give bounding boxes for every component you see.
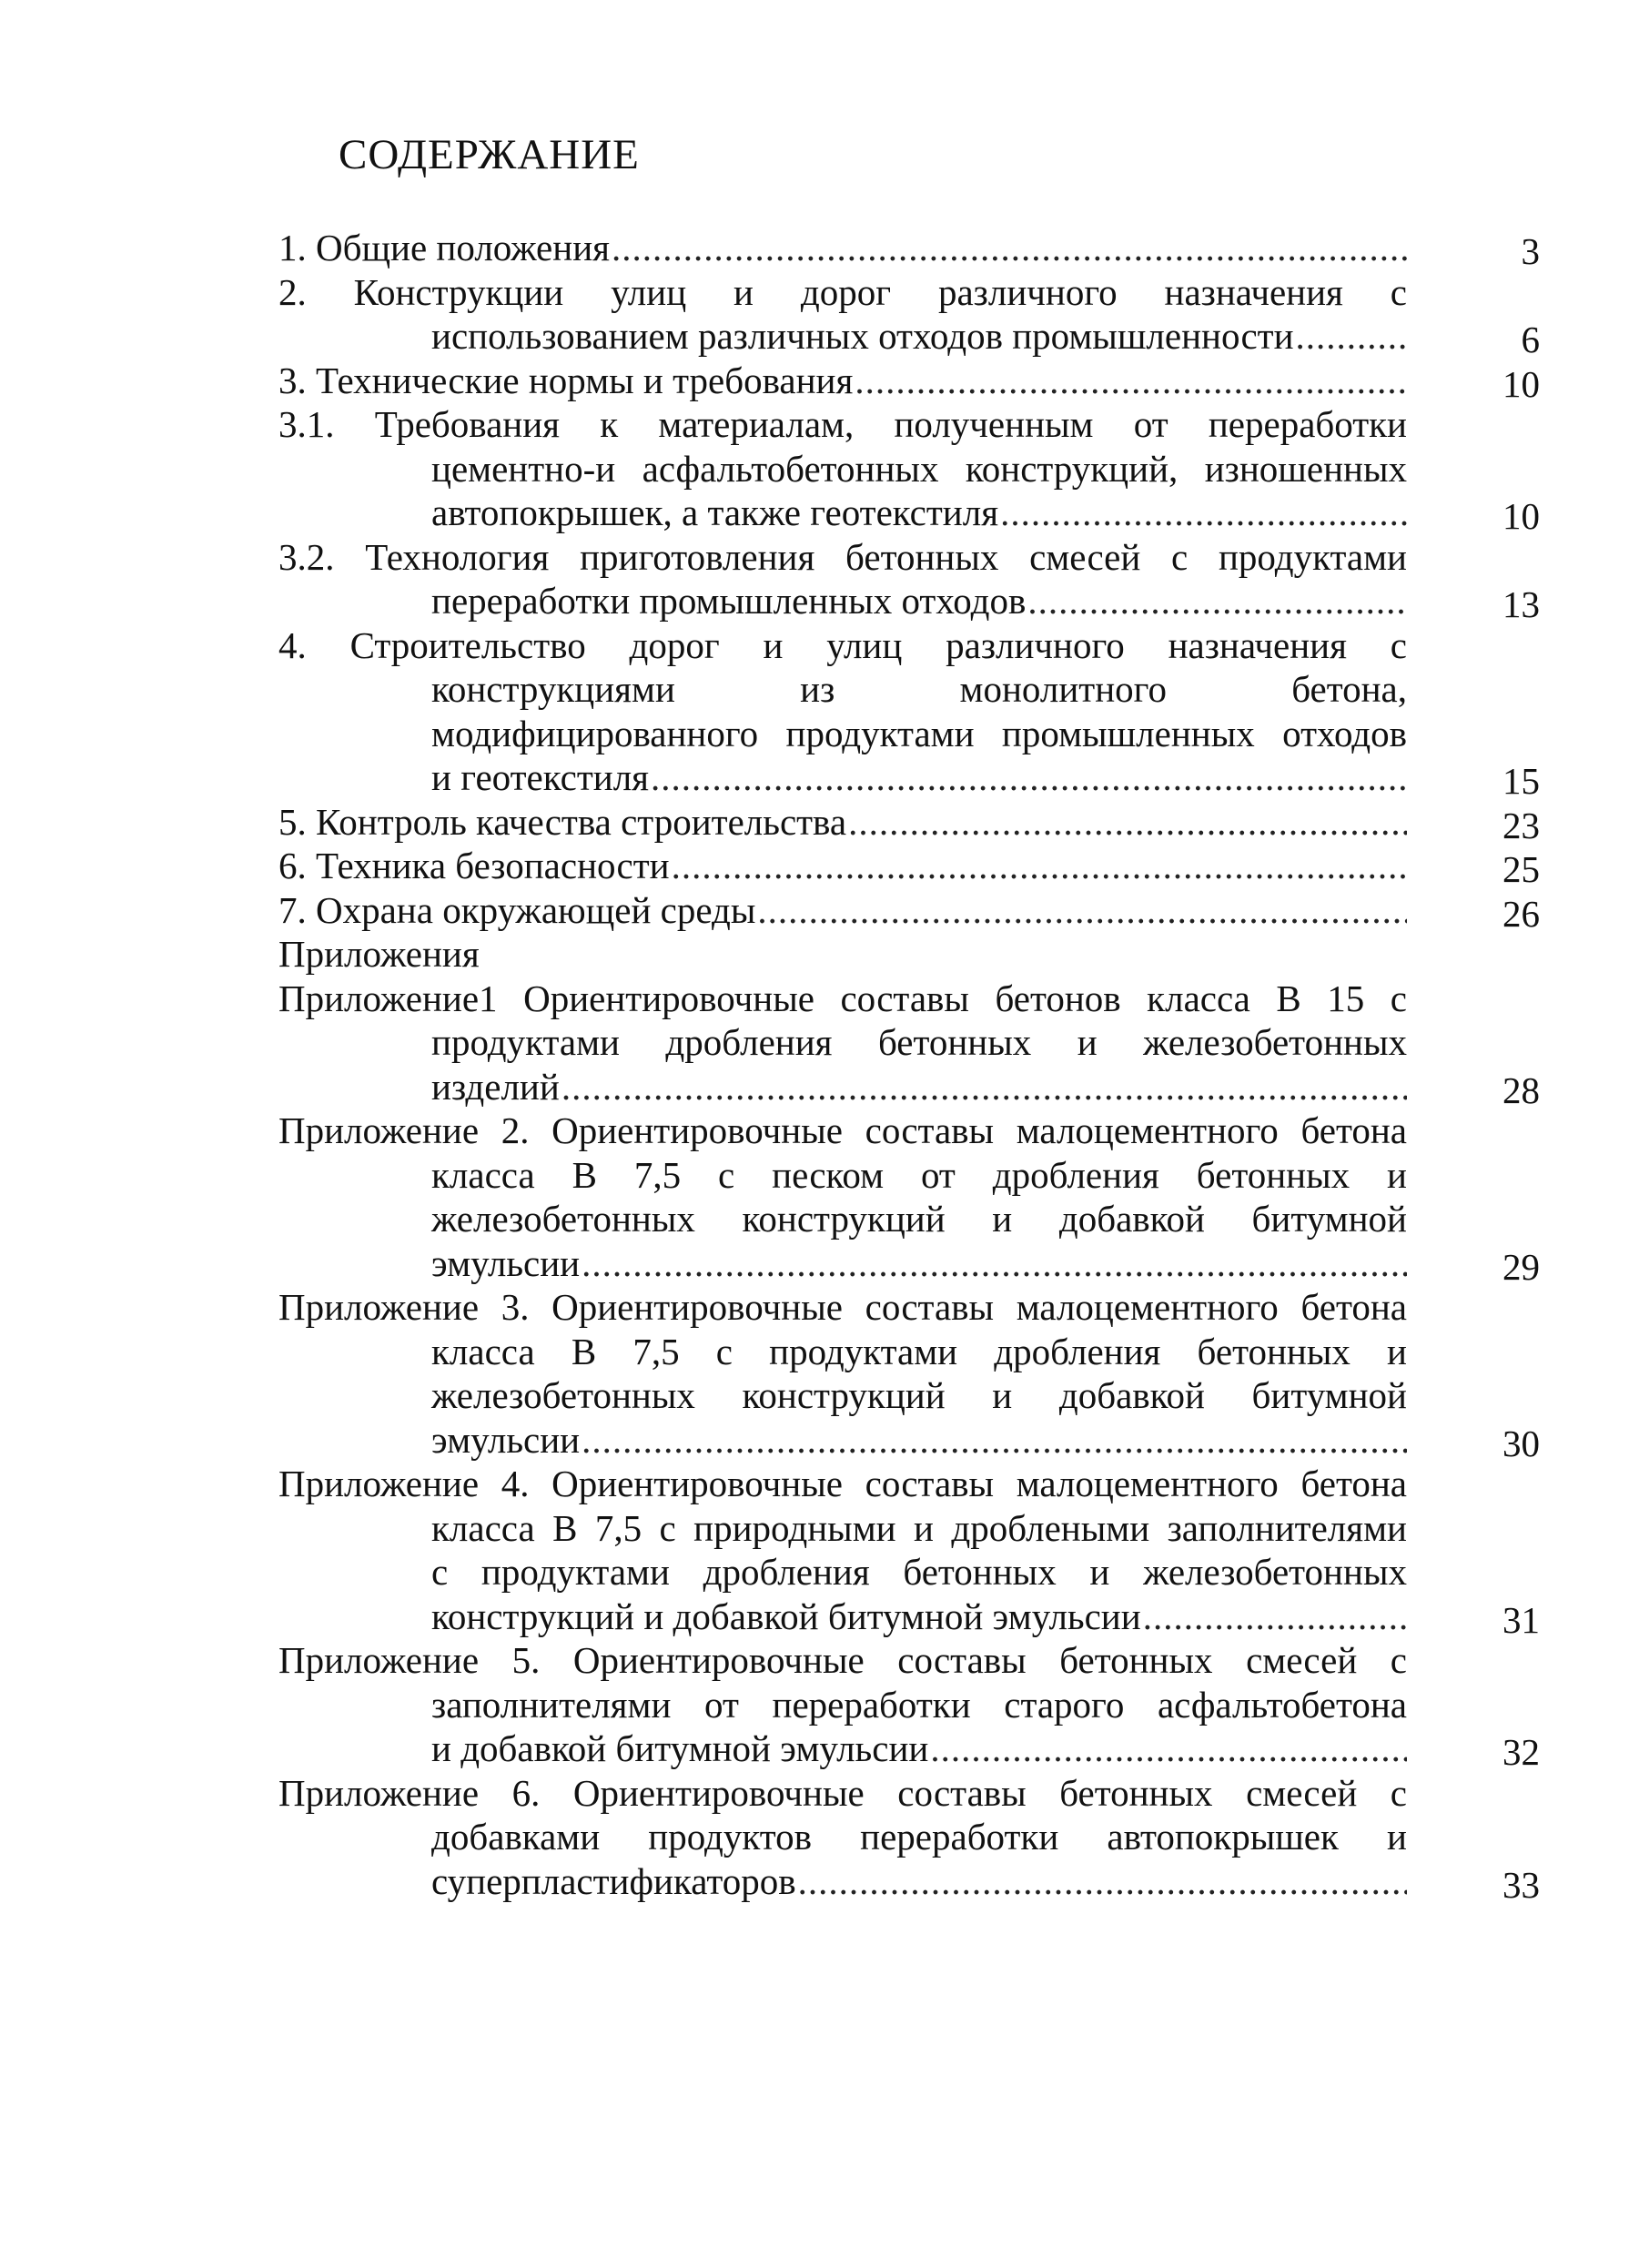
dot-leader (757, 888, 1407, 933)
toc-entry-line: 4. Строительство дорог и улиц различного назначения с (278, 623, 1407, 666)
toc-entry-line (278, 800, 1407, 845)
toc-page-number: 6 (1521, 319, 1540, 360)
toc-entry-text: 1. Общие положения (278, 227, 610, 268)
dot-leader (798, 1859, 1407, 1904)
toc-page-number: 31 (1502, 1598, 1540, 1641)
page-title: СОДЕРЖАНИЕ (339, 131, 640, 178)
toc-entry-line (431, 491, 1407, 535)
toc-entry-text: 7. Охрана окружающей среды (278, 888, 756, 931)
toc-entry-line (431, 1065, 1407, 1109)
toc-entry-line (431, 1859, 1407, 1904)
toc-entry-line: конструкциями из монолитного бетона, (431, 668, 1407, 710)
toc-entry-text: автопокрышек, а также геотекстиля (431, 491, 999, 533)
toc-entry (278, 844, 1540, 888)
toc-entry-line: цементно-и асфальтобетонных конструкций, изношенных (431, 447, 1407, 490)
toc-entry-line: Приложение1 Ориентировочные составы бетонов класса В 15 с (278, 977, 1407, 1019)
toc-entry-text: суперпластификаторов (431, 1859, 796, 1902)
toc-entry (278, 977, 1540, 1109)
toc-page-number: 30 (1502, 1422, 1540, 1464)
toc-entry-line (278, 359, 1407, 403)
dot-leader (612, 226, 1407, 270)
toc-entry (278, 932, 1540, 977)
toc-entry-line (431, 1418, 1407, 1463)
dot-leader (1296, 314, 1407, 359)
dot-leader (1000, 491, 1407, 535)
dot-leader (582, 1241, 1407, 1286)
toc-entry-line: Приложение 5. Ориентировочные составы бетонных смесей с (278, 1639, 1407, 1681)
toc-page-number: 3 (1521, 230, 1540, 272)
toc-entry-text: изделий (431, 1065, 560, 1108)
toc-page-number: 28 (1502, 1068, 1540, 1111)
toc-entry-line: заполнителями от переработки старого асфальтобетона (431, 1683, 1407, 1726)
toc-entry (278, 1462, 1540, 1641)
table-of-contents (278, 226, 1540, 1906)
dot-leader (1027, 579, 1407, 623)
toc-entry-line (431, 1595, 1407, 1639)
toc-page-number: 10 (1502, 495, 1540, 537)
toc-entry (278, 270, 1540, 359)
toc-entry-line: Приложение 2. Ориентировочные составы малоцементного бетона (278, 1109, 1407, 1151)
toc-entry-line: Приложение 3. Ориентировочные составы малоцементного бетона (278, 1286, 1407, 1328)
toc-entry-line: 3.1. Требования к материалам, полученным от переработки (278, 403, 1407, 445)
toc-entry (278, 1285, 1540, 1462)
dot-leader (672, 844, 1407, 888)
toc-entry-line: 3.2. Технология приготовления бетонных смесей с продуктами (278, 535, 1407, 578)
toc-entry-line: с продуктами дробления бетонных и железобетонных (431, 1551, 1407, 1593)
toc-page-number: 29 (1502, 1245, 1540, 1288)
toc-entry (278, 402, 1540, 535)
toc-page-number: 15 (1502, 760, 1540, 802)
toc-page-number: 33 (1502, 1863, 1540, 1906)
toc-entry (278, 359, 1540, 403)
dot-leader (561, 1065, 1407, 1109)
toc-entry-line: продуктами дробления бетонных и железобетонных (431, 1021, 1407, 1063)
toc-entry-line (278, 888, 1407, 933)
toc-entry (278, 535, 1540, 623)
toc-entry-text: 3. Технические нормы и требования (278, 359, 854, 401)
toc-page-number: 32 (1502, 1731, 1540, 1773)
toc-entry-line: Приложения (278, 933, 480, 975)
toc-page-number: 25 (1502, 848, 1540, 890)
toc-entry-line: железобетонных конструкций и добавкой битумной (431, 1198, 1407, 1240)
toc-entry-text: и добавкой битумной эмульсии (431, 1727, 929, 1769)
toc-page-number: 13 (1502, 583, 1540, 625)
toc-entry-text: конструкций и добавкой битумной эмульсии (431, 1595, 1141, 1637)
toc-entry (278, 800, 1540, 845)
toc-entry-line (431, 1241, 1407, 1286)
toc-entry-line (431, 314, 1407, 359)
toc-page-number: 26 (1502, 892, 1540, 935)
toc-entry-line: класса В 7,5 с природными и дроблеными заполнителями (431, 1506, 1407, 1549)
dot-leader (1143, 1595, 1407, 1639)
toc-entry-line: модифицированного продуктами промышленных отходов (431, 712, 1407, 754)
toc-entry (278, 1771, 1540, 1904)
toc-entry-text: и геотекстиля (431, 756, 650, 798)
toc-entry-line: добавками продуктов переработки автопокрышек и (431, 1816, 1407, 1858)
toc-entry-line: 2. Конструкции улиц и дорог различного назначения с (278, 270, 1407, 313)
toc-entry (278, 623, 1540, 800)
dot-leader (651, 755, 1407, 800)
toc-entry-line (431, 1726, 1407, 1771)
dot-leader (582, 1418, 1407, 1463)
toc-entry-line (431, 755, 1407, 800)
toc-page-number: 23 (1502, 804, 1540, 846)
toc-entry (278, 888, 1540, 933)
toc-entry-text: использованием различных отходов промышленности (431, 315, 1294, 357)
toc-entry-text: 6. Техника безопасности (278, 845, 670, 886)
toc-entry-line: железобетонных конструкций и добавкой битумной (431, 1374, 1407, 1416)
toc-entry-text: эмульсии (431, 1418, 581, 1461)
toc-entry-line: класса В 7,5 с песком от дробления бетонных и (431, 1153, 1407, 1196)
toc-entry-line: Приложение 6. Ориентировочные составы бетонных смесей с (278, 1771, 1407, 1814)
toc-entry (278, 1638, 1540, 1771)
toc-entry-line: Приложение 4. Ориентировочные составы малоцементного бетона (278, 1463, 1407, 1504)
toc-entry-line (278, 844, 1407, 888)
toc-entry-text: эмульсии (431, 1241, 581, 1284)
dot-leader (848, 800, 1407, 845)
toc-entry (278, 226, 1540, 270)
toc-entry-text: переработки промышленных отходов (431, 580, 1027, 622)
dot-leader (855, 359, 1407, 403)
toc-entry (278, 1109, 1540, 1288)
dot-leader (930, 1726, 1407, 1771)
toc-entry-text: 5. Контроль качества строительства (278, 800, 847, 843)
toc-entry-line (431, 579, 1407, 623)
toc-entry-line: класса В 7,5 с продуктами дробления бетонных и (431, 1330, 1407, 1372)
toc-page-number: 10 (1502, 362, 1540, 405)
toc-entry-line (278, 226, 1407, 270)
